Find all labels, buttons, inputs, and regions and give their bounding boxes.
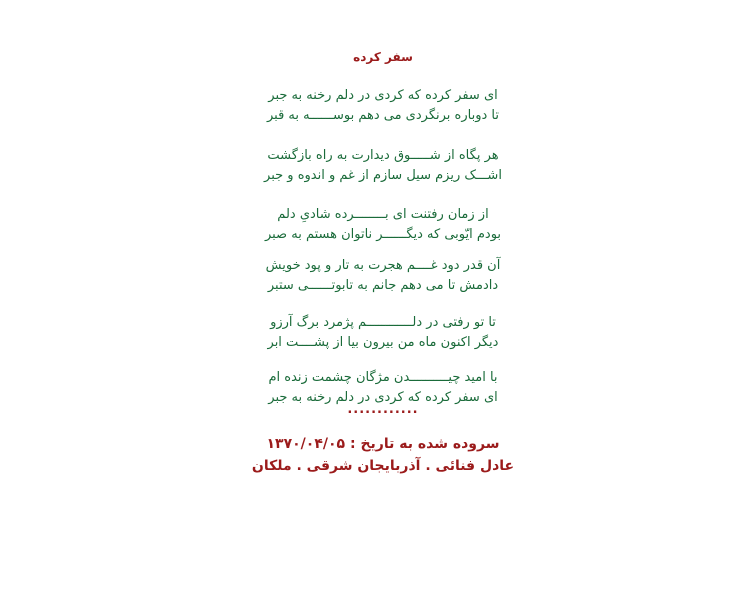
stanza-2 xyxy=(0,146,750,186)
verse-line: با امید چیــــــــــدن مژگان چشمت زنده ام xyxy=(268,370,498,385)
stanza-5 xyxy=(0,313,750,353)
verse-line: دادمش تا می دهم جانم به تابوتــــــی ستبر xyxy=(267,278,499,293)
stanza-4 xyxy=(0,256,750,296)
composition-date: سروده شده به تاریخ : ۱۳۷۰/۰۴/۰۵ xyxy=(266,436,500,452)
verse-line: آن قدر دود غــــم هجرت به تار و پود خویش xyxy=(265,258,501,273)
author-signature: عادل فنائی . آذربایجان شرقی . ملکان xyxy=(251,458,515,474)
verse-line: اشـــک ریزم سیل سازم از غم و اندوه و جبر xyxy=(264,168,502,183)
poem-title: سفر کرده xyxy=(353,50,413,64)
verse-line: دیگر اکنون ماه من بیرون بیا از پشــــت ابر xyxy=(267,335,499,350)
verse-line: هر پگاه از شـــــوق دیدارت به راه بازگشت xyxy=(267,148,499,163)
stanza-1 xyxy=(0,86,750,126)
verse-line: تا دوباره برنگردی می دهم بوســــــه به قبر xyxy=(266,108,499,123)
verse-line: بودم ایّوبی که دیگــــــر ناتوان هستم به صبر xyxy=(264,227,502,242)
verse-line: تا تو رفتی در دلــــــــــــم پژمرد برگ آرزو xyxy=(270,315,496,330)
verse-line: ای سفر کرده که کردی در دلم رخنه به جبر xyxy=(268,390,498,405)
ellipsis-separator: ............ xyxy=(347,402,419,417)
stanza-3 xyxy=(0,205,750,245)
verse-line: ای سفر کرده که کردی در دلم رخنه به جبر xyxy=(268,88,498,103)
verse-line: از زمان رفتنت ای بــــــــرده شادیِ دلم xyxy=(277,207,489,222)
